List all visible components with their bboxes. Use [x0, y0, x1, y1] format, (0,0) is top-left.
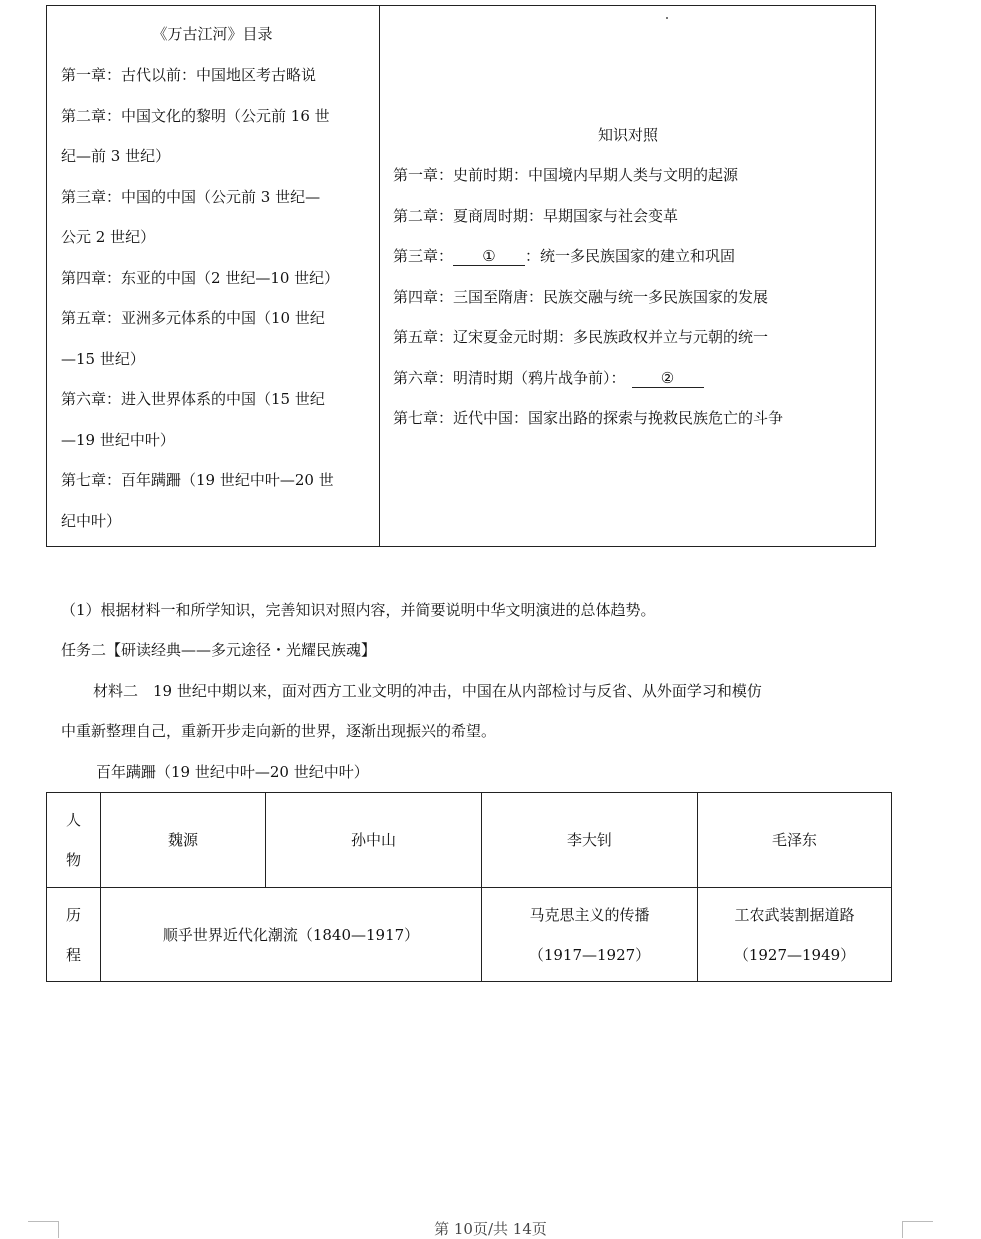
- material-2-line: 中重新整理自己，重新开步走向新的世界，逐渐出现振兴的希望。: [61, 722, 497, 740]
- toc-line: 第二章：中国文化的黎明（公元前 16 世: [61, 107, 330, 125]
- course-text: 工农武装割据道路: [734, 905, 855, 924]
- row-header-char: 物: [65, 851, 81, 869]
- material-2-line: 材料二 19 世纪中期以来，面对西方工业文明的冲击，中国在从内部检讨与反省、从外面学习和模仿: [93, 682, 762, 700]
- row-header-course: [47, 888, 101, 982]
- toc-line: 第六章：进入世界体系的中国（15 世纪: [61, 390, 325, 408]
- knowledge-line-ch3: [393, 246, 735, 266]
- person-cell: 李大钊: [482, 793, 698, 888]
- stray-dot: [666, 17, 668, 19]
- row-header-people: [47, 793, 101, 888]
- knowledge-line: 第一章：史前时期：中国境内早期人类与文明的起源: [393, 166, 739, 184]
- ch6-prefix: 第六章：明清时期（鸦片战争前）：: [393, 369, 626, 387]
- table-caption: 百年蹒跚（19 世纪中叶—20 世纪中叶）: [96, 763, 369, 781]
- knowledge-line-ch6: [393, 368, 704, 388]
- ch3-prefix: 第三章：: [393, 247, 454, 265]
- person-cell: 毛泽东: [698, 793, 892, 888]
- task-2-heading: 任务二【研读经典——多元途径・光耀民族魂】: [61, 641, 377, 659]
- knowledge-title: 知识对照: [597, 126, 658, 144]
- question-1: （1）根据材料一和所学知识，完善知识对照内容，并简要说明中华文明演进的总体趋势。: [61, 601, 656, 619]
- course-cell: [482, 888, 698, 982]
- toc-line: —19 世纪中叶）: [61, 431, 175, 449]
- toc-line: —15 世纪）: [61, 350, 145, 368]
- row-header-char: 历: [65, 905, 81, 924]
- people-table: [46, 792, 892, 982]
- toc-line: 第五章：亚洲多元体系的中国（10 世纪: [61, 309, 325, 327]
- knowledge-line: 第二章：夏商周时期：早期国家与社会变革: [393, 207, 679, 225]
- toc-line: 第七章：百年蹒跚（19 世纪中叶—20 世: [61, 471, 334, 489]
- page-number: 第 10页/共 14页: [434, 1220, 547, 1238]
- toc-line: 第一章：古代以前：中国地区考古略说: [61, 66, 317, 84]
- ch3-suffix: ：统一多民族国家的建立和巩固: [525, 247, 736, 265]
- toc-line: 第四章：东亚的中国（2 世纪—10 世纪）: [61, 269, 340, 287]
- knowledge-line: 第七章：近代中国：国家出路的探索与挽救民族危亡的斗争: [393, 409, 784, 427]
- course-cell: 顺乎世界近代化潮流（1840—1917）: [101, 888, 482, 982]
- knowledge-cell: [380, 6, 876, 547]
- row-header-char: 人: [65, 811, 81, 829]
- person-cell: 魏源: [101, 793, 266, 888]
- row-header-char: 程: [65, 945, 81, 964]
- toc-title: 《万古江河》目录: [152, 25, 273, 43]
- course-years: （1927—1949）: [733, 945, 856, 964]
- toc-line: 纪—前 3 世纪）: [61, 147, 171, 165]
- blank-2: ②: [632, 369, 704, 388]
- course-text: 马克思主义的传播: [529, 905, 650, 924]
- toc-line: 公元 2 世纪）: [61, 228, 156, 246]
- course-years: （1917—1927）: [528, 945, 651, 964]
- person-cell: 孙中山: [266, 793, 482, 888]
- toc-line: 第三章：中国的中国（公元前 3 世纪—: [61, 188, 321, 206]
- course-cell: [698, 888, 892, 982]
- knowledge-line: 第五章：辽宋夏金元时期：多民族政权并立与元朝的统一: [393, 328, 769, 346]
- toc-line: 纪中叶）: [61, 512, 122, 530]
- blank-1: ①: [453, 247, 525, 266]
- knowledge-line: 第四章：三国至隋唐：民族交融与统一多民族国家的发展: [393, 288, 769, 306]
